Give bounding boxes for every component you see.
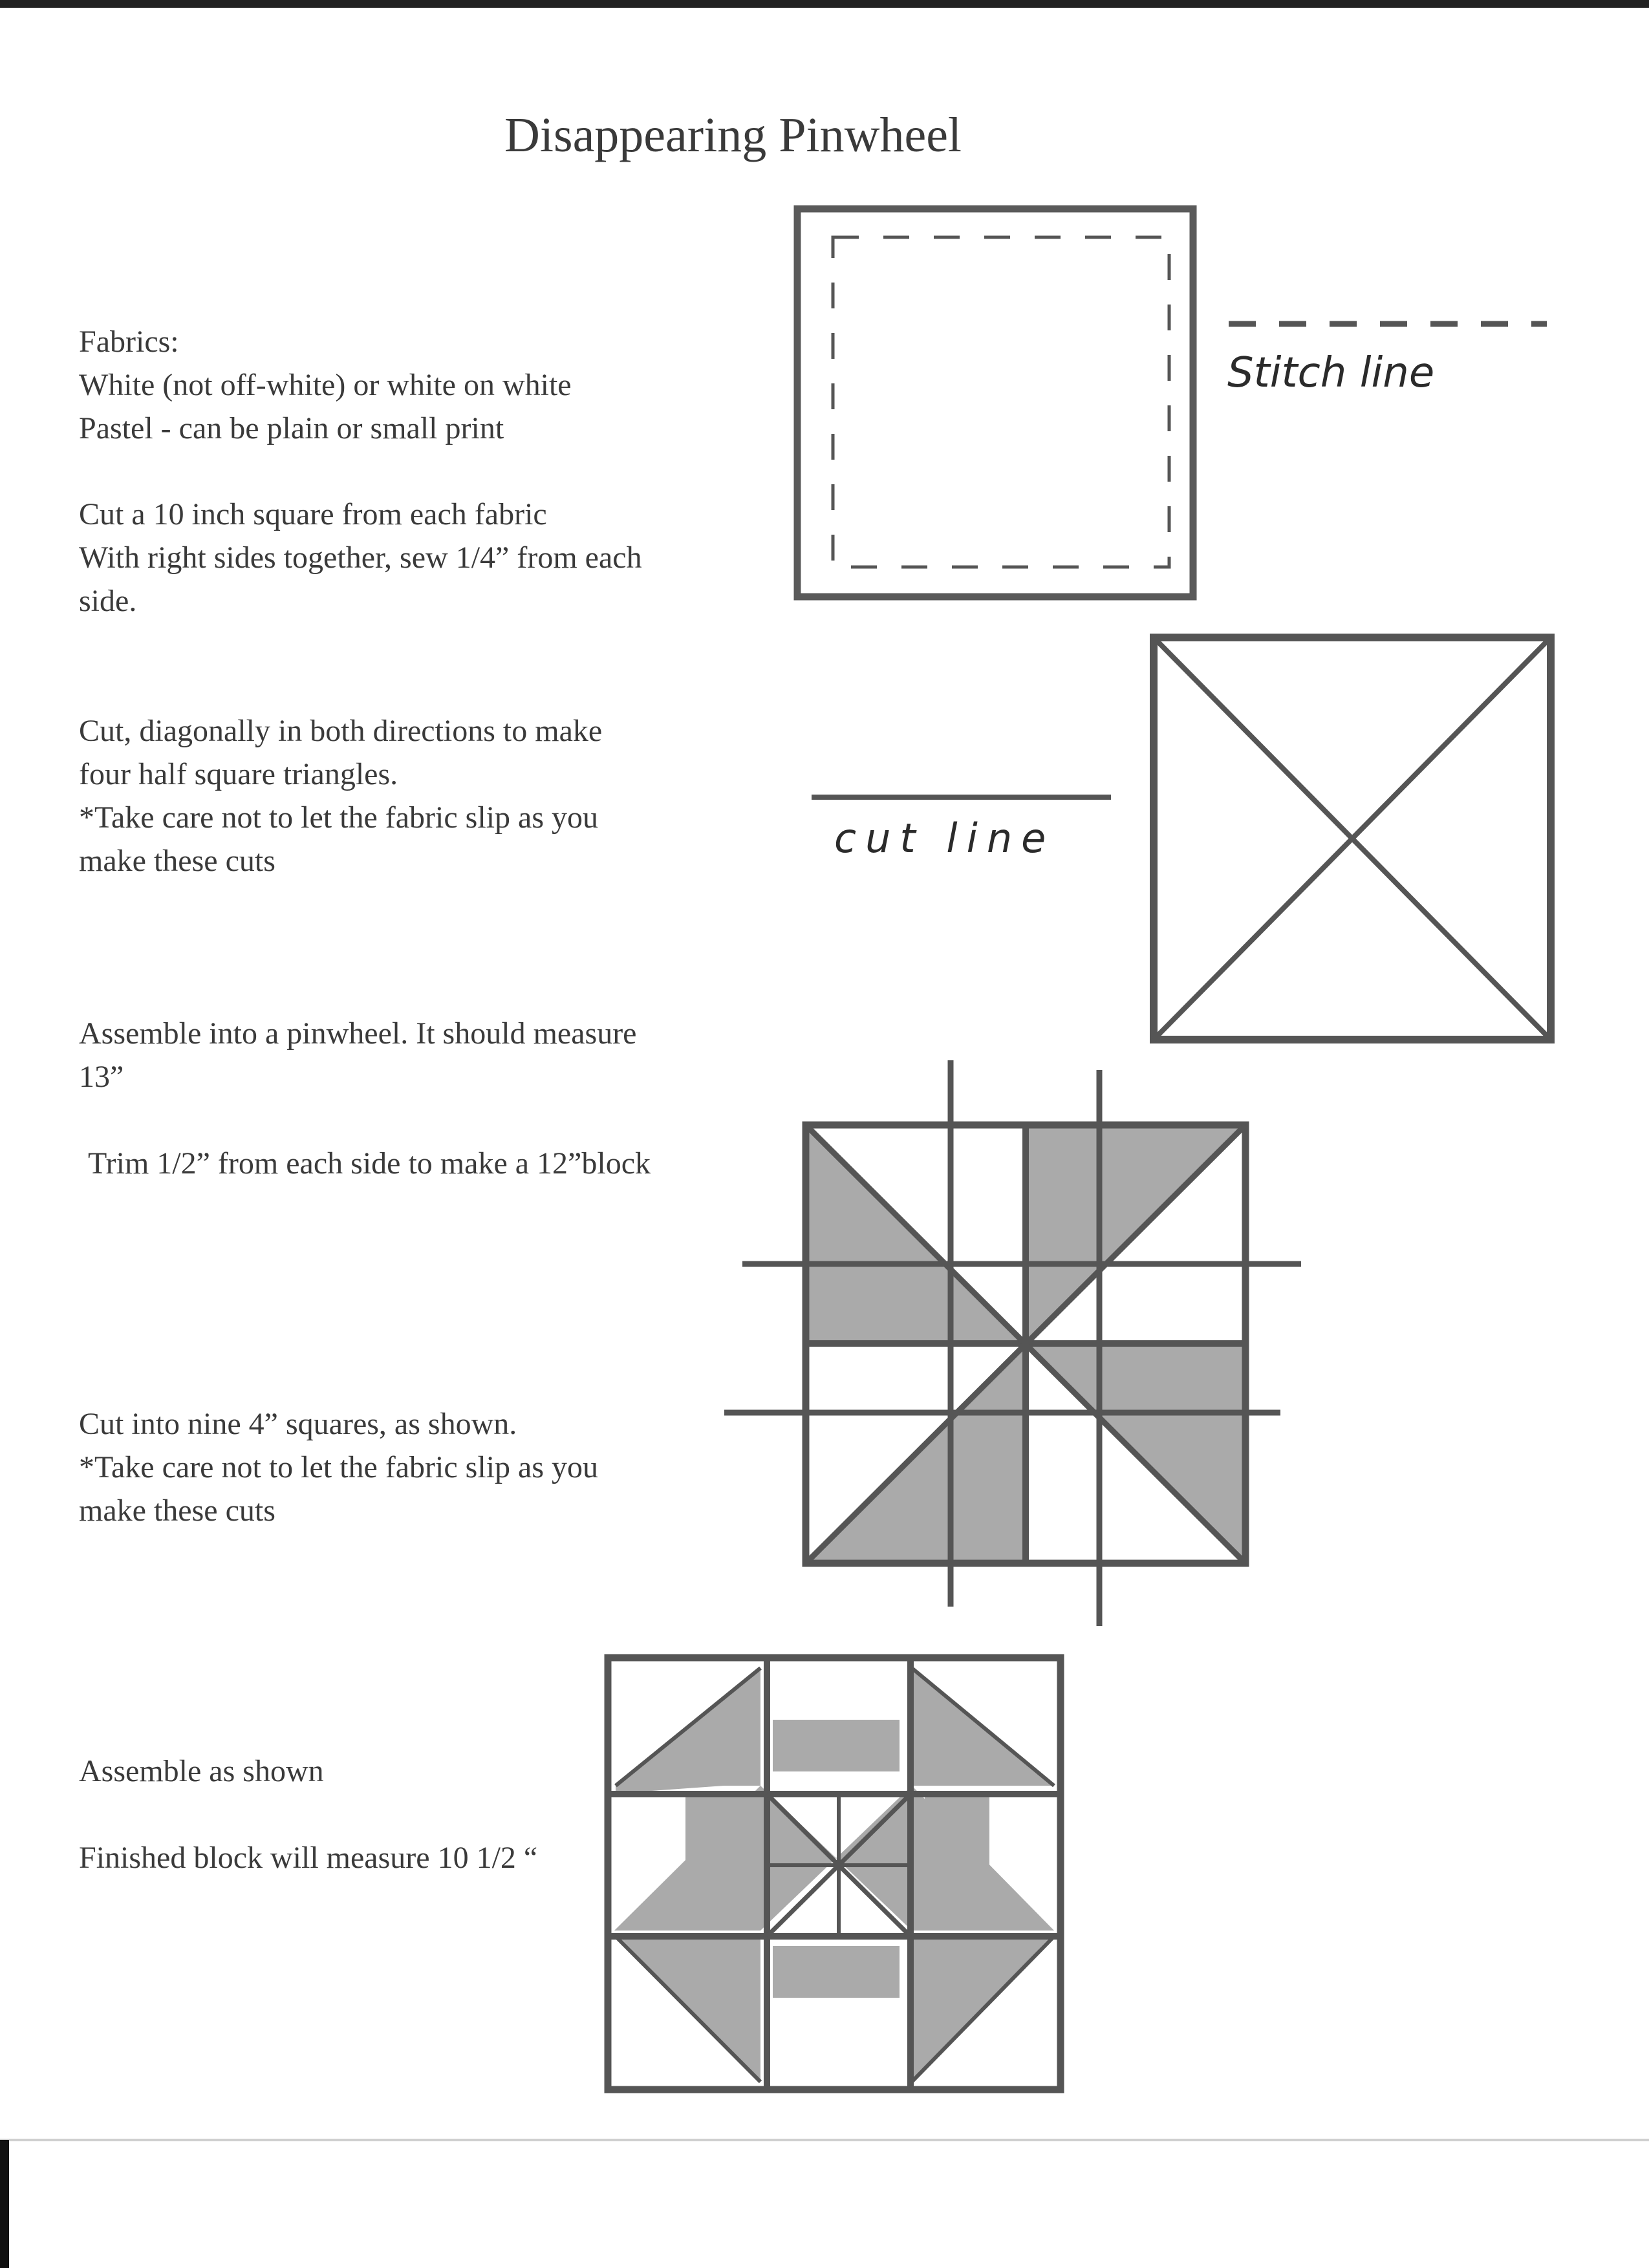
assemble-final-line-1: Assemble as shown: [79, 1754, 324, 1788]
pinwheel-cut-figure: [724, 1060, 1301, 1626]
stitched-square-figure: [797, 209, 1193, 597]
assemble-pinwheel-line-1: Assemble into a pinwheel. It should measure: [79, 1016, 637, 1051]
diagonal-cut-square-figure: [1154, 637, 1551, 1040]
cut-square-line-2: With right sides together, sew 1/4” from each: [79, 540, 642, 575]
finished-block-figure: [608, 1658, 1061, 2090]
cut-diagonal-line-3: *Take care not to let the fabric slip as you: [79, 800, 599, 835]
fabrics-line-2: Pastel - can be plain or small print: [79, 411, 504, 445]
assemble-pinwheel-line-3: Trim 1/2” from each side to make a 12”block: [88, 1146, 651, 1181]
cut-line-label: cut line: [834, 815, 1055, 862]
cut-nine-line-3: make these cuts: [79, 1493, 275, 1528]
stitch-line-label: Stitch line: [1227, 349, 1435, 397]
assemble-final-line-2: Finished block will measure 10 1/2 “: [79, 1841, 538, 1875]
cut-diagonal-line-1: Cut, diagonally in both directions to make: [79, 714, 603, 748]
page-title: Disappearing Pinwheel: [504, 108, 962, 162]
fabrics-line-1: White (not off-white) or white on white: [79, 368, 572, 402]
cut-square-line-1: Cut a 10 inch square from each fabric: [79, 497, 547, 531]
cut-diagonal-line-4: make these cuts: [79, 844, 275, 878]
fabrics-heading: Fabrics:: [79, 325, 179, 359]
cut-nine-line-2: *Take care not to let the fabric slip as you: [79, 1450, 599, 1484]
cut-diagonal-line-2: four half square triangles.: [79, 757, 398, 791]
assemble-pinwheel-line-2: 13”: [79, 1060, 124, 1094]
cut-nine-line-1: Cut into nine 4” squares, as shown.: [79, 1407, 517, 1441]
cut-square-line-3: side.: [79, 584, 137, 618]
